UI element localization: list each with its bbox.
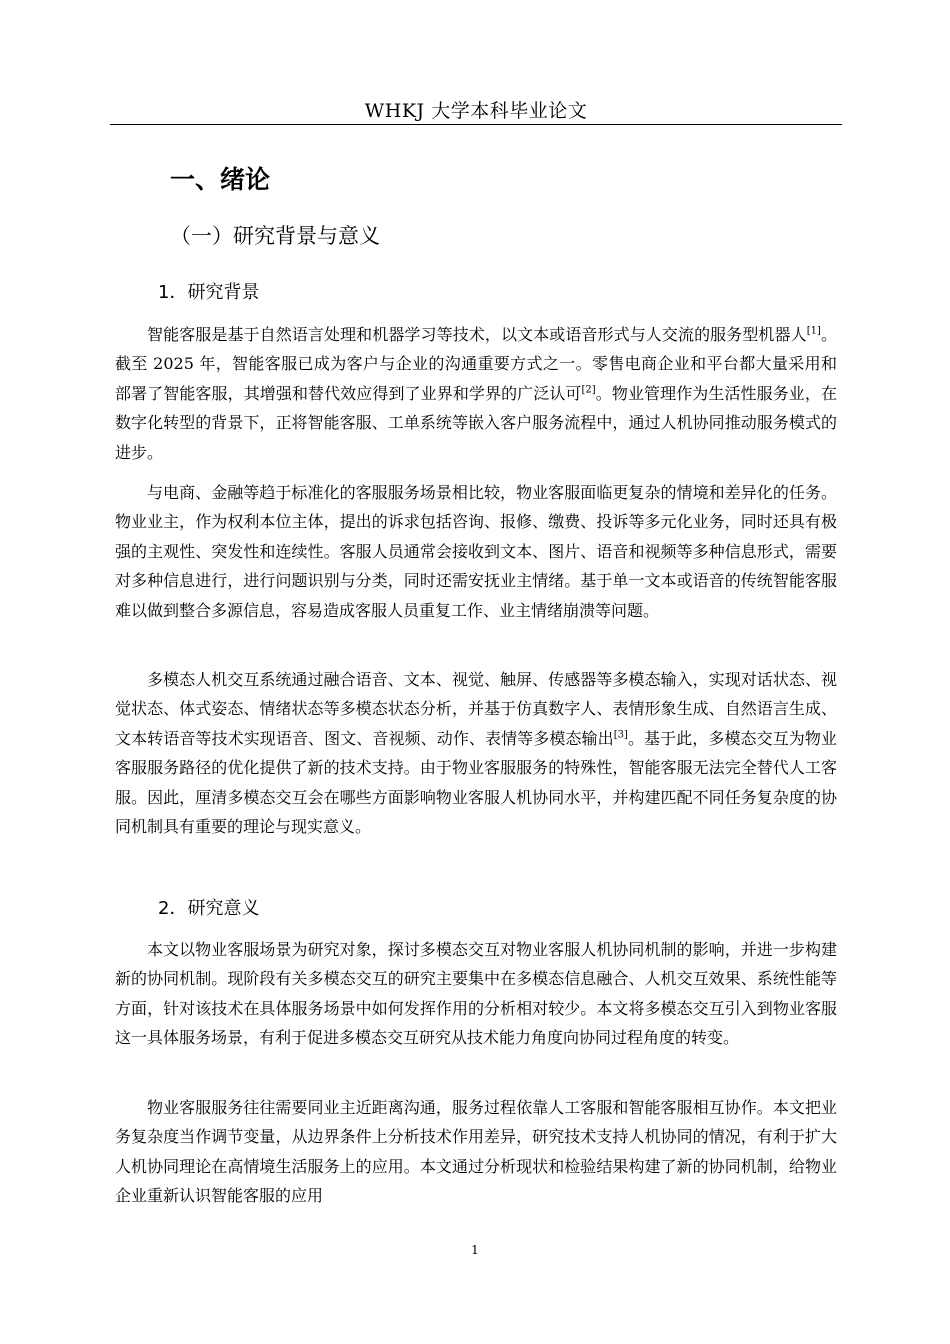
chapter-title: 一、绪论	[170, 165, 271, 194]
paragraph-text: 。物业管理作为生活性服务业，在数字化转型的背景下，正将智能客服、工单系统等嵌入客户服务流程中，通过人机协同推动服务模式的进步。	[115, 383, 837, 462]
subsection-title-significance: 2．研究意义	[158, 898, 260, 919]
paragraph-text: 。基于此，多模态交互为物业客服服务路径的优化提供了新的技术支持。由于物业客服服务的特殊性，智能客服无法完全替代人工客服。因此，厘清多模态交互会在哪些方面影响物业客服人机协同水平，并构建匹配不同任务复杂度的协同机制具有重要的理论与现实意义。	[115, 728, 837, 837]
paragraph-text: 物业客服服务往往需要同业主近距离沟通，服务过程依靠人工客服和智能客服相互协作。本文把业务复杂度当作调节变量，从边界条件上分析技术作用差异，研究技术支持人机协同的情况，有利于扩大人机协同理论在高情境生活服务上的应用。本文通过分析现状和检验结果构建了新的协同机制，给物业企业重新认识智能客服的应用	[115, 1098, 837, 1206]
paragraph-text: 本文以物业客服场景为研究对象，探讨多模态交互对物业客服人机协同机制的影响，并进一步构建新的协同机制。现阶段有关多模态交互的研究主要集中在多模态信息融合、人机交互效果、系统性能等方面，针对该技术在具体服务场景中如何发挥作用的分析相对较少。本文将多模态交互引入到物业客服这一具体服务场景，有利于促进多模态交互研究从技术能力角度向协同过程角度的转变。	[115, 940, 837, 1048]
section-title: （一）研究背景与意义	[170, 224, 380, 248]
paragraph	[115, 320, 837, 467]
page-number: 1	[471, 1243, 479, 1257]
citation-marker: [2]	[581, 384, 596, 396]
header-divider	[110, 124, 842, 125]
paragraph-text: 智能客服是基于自然语言处理和机器学习等技术，以文本或语音形式与人交流的服务型机器人	[147, 325, 807, 344]
subsection-title-background: 1．研究背景	[158, 282, 260, 303]
paragraph-text: 与电商、金融等趋于标准化的客服服务场景相比较，物业客服面临更复杂的情境和差异化的任务。物业业主，作为权利本位主体，提出的诉求包括咨询、报修、缴费、投诉等多元化业务，同时还具有极强的主观性、突发性和连续性。客服人员通常会接收到文本、图片、语音和视频等多种信息形式，需要对多种信息进行，进行问题识别与分类，同时还需安抚业主情绪。基于单一文本或语音的传统智能客服难以做到整合多源信息，容易造成客服人员重复工作、业主情绪崩溃等问题。	[115, 483, 837, 620]
citation-marker: [1]	[806, 325, 821, 337]
paragraph	[115, 665, 837, 841]
paragraph	[115, 478, 837, 625]
paragraph-text: 多模态人机交互系统通过融合语音、文本、视觉、触屏、传感器等多模态输入，实现对话状态、视觉状态、体式姿态、情绪状态等多模态状态分析，并基于仿真数字人、表情形象生成、自然语言生成、文本转语音等技术实现语音、图文、音视频、动作、表情等多模态输出	[115, 670, 837, 748]
citation-marker: [3]	[613, 729, 628, 741]
paragraph	[115, 935, 837, 1053]
paragraph-text: 。截至 2025 年，智能客服已成为客户与企业的沟通重要方式之一。零售电商企业和平台都大量采用和部署了智能客服，其增强和替代效应得到了业界和学界的广泛认可	[115, 325, 837, 403]
running-header: WHKJ 大学本科毕业论文	[364, 100, 588, 122]
paragraph	[115, 1093, 837, 1211]
